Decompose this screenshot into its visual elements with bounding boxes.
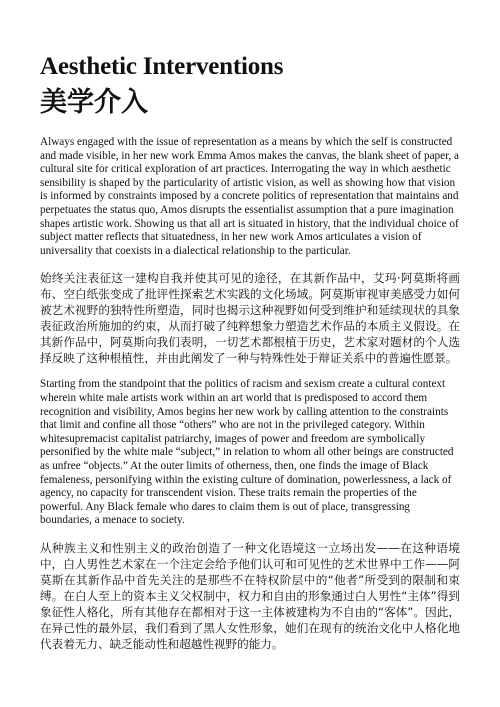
- paragraph-chinese-2: 从种族主义和性别主义的政治创造了一种文化语境这一立场出发——在这种语境中，白人男性艺术家在一个注定会给予他们认可和可见性的艺术世界中工作——阿莫斯在其新作品中首先关注的是那些不在特权阶层中的“他者”所受到的限制和束缚。在白人至上的资本主义父权制中，权力和自由的形象通过白人男性“主体”得到象征性人格化，所有其他存在都相对于这一主体被建构为不自由的“客体”。因此，在异己性的最外层，我们看到了黑人女性形象，她们在现有的统治文化中人格化地代表着无力、缺乏能动性和超越性视野的能力。: [40, 540, 460, 651]
- paragraph-english-1: Always engaged with the issue of representation as a means by which the self is constructed and made visible, in her new work Emma Amos makes the canvas, the blank sheet of paper, a cultural site for critical exploration of art practices. Interrogating the way in which aesthetic sensibility is shaped by the particularity of artistic vision, as well as showing how that vision is informed by constraints imposed by a concrete politics of representation that maintains and perpetuates the status quo, Amos disrupts the essentialist assumption that a pure imagination shapes artistic work. Showing us that all art is situated in history, that the individual choice of subject matter reflects that situatedness, in her new work Amos articulates a vision of universality that coexists in a dialectical relationship to the particular.: [40, 136, 459, 257]
- paragraph-chinese-1: 始终关注表征这一建构自我并使其可见的途径，在其新作品中，艾玛·阿莫斯将画布、空白纸张变成了批评性探索艺术实践的文化场域。阿莫斯审视审美感受力如何被艺术视野的独特性所塑造，同时也揭示这种视野如何受到维护和延续现状的具象表征政治所施加的约束，从而打破了纯粹想象力塑造艺术作品的本质主义假设。在其新作品中，阿莫斯向我们表明，一切艺术都根植于历史，艺术家对题材的个人选择反映了这种根植性，并由此阐发了一种与特殊性处于辩证关系中的普遍性愿景。: [40, 271, 460, 366]
- title-english: Aesthetic Interventions: [40, 53, 284, 80]
- title-chinese: 美学介入: [40, 87, 148, 118]
- paragraph-english-2: Starting from the standpoint that the politics of racism and sexism create a cultural context wherein white male artists work within an art world that is predisposed to accord them recognition and visibility, Amos begins her new work by calling attention to the constraints that limit and confine all those “others” who are not in the privileged category. Within whitesupremacist capitalist patriarchy, images of power and freedom are symbolically personified by the white male “subject,” in relation to whom all other beings are constructed as unfree “objects.” At the outer limits of otherness, then, one finds the image of Black femaleness, personifying within the existing culture of domination, powerlessness, a lack of agency, no capacity for transcendent vision. These traits remain the properties of the powerful. Any Black female who dares to claim them is out of place, transgressing boundaries, a menace to society.: [40, 378, 454, 527]
